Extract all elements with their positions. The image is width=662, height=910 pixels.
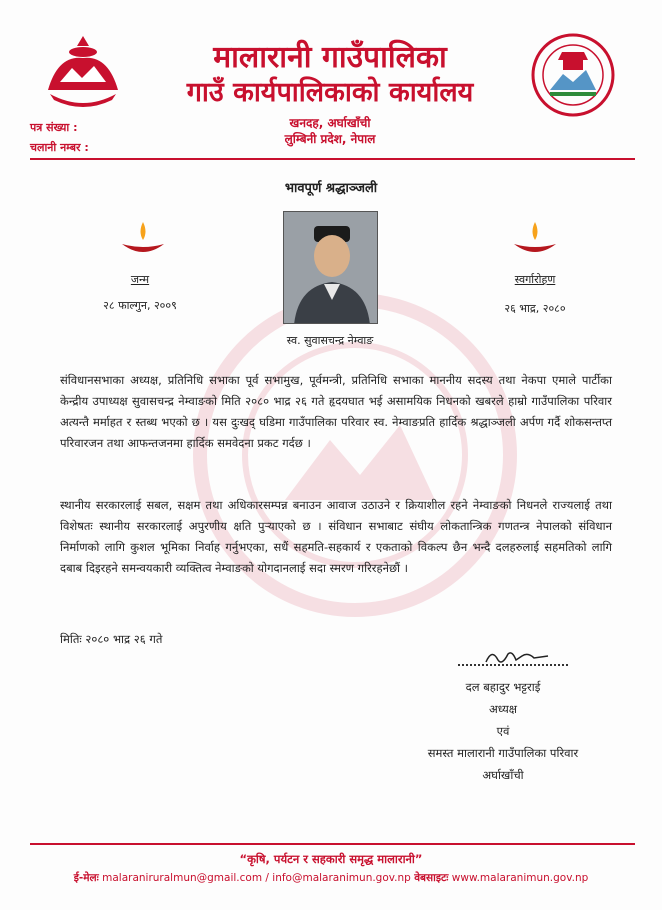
footer-motto: “कृषि, पर्यटन र सहकारी समृद्ध मालारानी” [239, 852, 423, 866]
dispatch-number-label: चलानी नम्बर : [30, 141, 89, 154]
email-addresses[interactable]: malaraniruralmun@gmail.com / info@malaranimun.gov.np [102, 872, 411, 884]
address-line-1: खनदह, अर्घाखाँची [289, 116, 371, 130]
signatory-name: दल बहादुर भट्टराई [465, 680, 541, 694]
signatory-place: अर्घाखाँची [482, 768, 524, 782]
deceased-name: स्व. सुवासचन्द्र नेम्वाङ [286, 334, 374, 347]
office-name: मालारानी गाउँपालिका [213, 40, 447, 75]
header-divider [30, 158, 635, 160]
death-date: २६ भाद्र, २०८० [504, 302, 566, 315]
signatory-block [398, 676, 608, 786]
address-line-2: लुम्बिनी प्रदेश, नेपाल [284, 132, 376, 146]
portrait-figure-icon [284, 212, 378, 324]
reference-number-label: पत्र संख्या : [30, 121, 78, 134]
signature-icon [478, 646, 558, 670]
death-label: स्वर्गारोहण [514, 273, 556, 286]
email-label: ई-मेलः [73, 872, 99, 884]
website-link[interactable]: www.malaranimun.gov.np [451, 872, 589, 884]
footer-divider [30, 843, 635, 845]
letter-date: मितिः २०८० भाद्र २६ गते [60, 632, 163, 646]
oil-lamp-icon [118, 220, 168, 260]
tribute-paragraph-1: संविधानसभाका अध्यक्ष, प्रतिनिधि सभाका पूर्व सभामुख, पूर्वमन्त्री, प्रतिनिधि सभाका माननीय सदस्य तथा नेकपा एमाले पार्टीका केन्द्रीय उपाध्यक्ष सुवासचन्द्र नेम्वाङको मिति २०८० भाद्र २६ गते हृदयघात भई असामयिक निधनको खबरले हाम्रो गाउँपालिका परिवार अत्यन्तै मर्माहत र स्तब्ध भएको छ । यस दुःखद् घडिमा गाउँपालिका परिवार स्व. नेम्वाङप्रति हार्दिक श्रद्धाञ्जली अर्पण गर्दै शोकसन्तप्त परिवारजन तथा आफन्तजनमा हार्दिक समवेदना प्रकट गर्दछ । [60, 373, 612, 450]
birth-label: जन्म [130, 273, 150, 286]
portrait-photo [283, 211, 378, 324]
nepal-emblem-icon [38, 30, 128, 110]
signature-line [458, 664, 568, 666]
tribute-paragraph-2: स्थानीय सरकारलाई सबल, सक्षम तथा अधिकारसम्पन्न बनाउन आवाज उठाउने र क्रियाशील रहने नेम्वाङको निधनले राज्यलाई तथा विशेषतः स्थानीय सरकारलाई अपुरणीय क्षति पुऱ्याएको छ । संविधान सभाबाट संघीय लोकतान्त्रिक गणतन्त्र नेपालको संविधान निर्माणको लागि कुशल भूमिका निर्वाह गर्नुभएका, सधैं सहमति-सहकार्य र एकताको विकल्प छैन भन्दै दलहरुलाई सहमतिको लागि दबाब दिइरहने समन्वयकारी व्यक्तित्व नेम्वाङको योगदानलाई सदा स्मरण गरिरहनेछौं । [60, 498, 612, 575]
footer-contact [0, 871, 662, 885]
notice-title: भावपूर्ण श्रद्धाञ्जली [284, 181, 378, 196]
signatory-conjunction: एवं [496, 724, 510, 738]
signatory-group: समस्त मालारानी गाउँपालिका परिवार [427, 746, 579, 760]
birth-date: २८ फाल्गुन, २००९ [103, 299, 177, 312]
signatory-title: अध्यक्ष [488, 702, 518, 716]
oil-lamp-icon [510, 220, 560, 260]
website-label: वेबसाइटः [414, 872, 449, 884]
office-subtitle: गाउँ कार्यपालिकाको कार्यालय [186, 77, 474, 108]
municipality-seal-icon [528, 30, 618, 120]
